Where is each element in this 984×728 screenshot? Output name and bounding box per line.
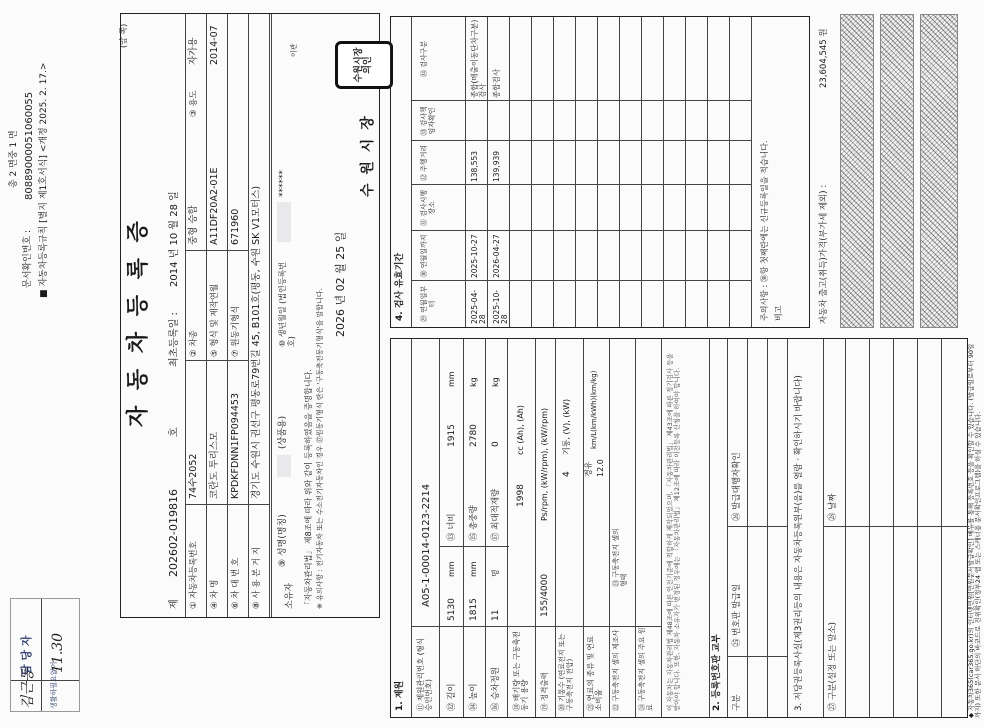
plate-title: 2. 등록번호판 교부 <box>712 634 722 711</box>
spec-label: ⑬ 너비 <box>447 513 457 541</box>
seal-text: 수원시장의인 <box>353 47 373 83</box>
owner-name-label: ⑨ 성명(명칭) <box>278 514 288 567</box>
doc-confirm-label: 문서확인번호 : <box>23 229 33 288</box>
spec-fine-print: 이 자동차는 자동차관리법 제48조에 따른 안전기준에 적합하게 제작되었으며, 「자동차관리법」 제43조에 따른 정기검사 등을 받아야 합니다. 또한, 자동차 소유자가 변경된 경우에는 「자동차관리법」 제12조에 따라 이전등록 신청을 하여야 합니다. <box>666 353 682 711</box>
col-rule <box>411 184 751 185</box>
approval-stamp <box>10 598 80 712</box>
spec-no-value: A05-1-00014-0123-2214 <box>421 483 432 607</box>
row-rule <box>507 339 508 717</box>
upper-field-value: 코란도 투리스모 <box>209 431 220 499</box>
spec-unit: mm <box>469 561 478 577</box>
owner-name-value: (상품용) <box>278 415 288 449</box>
certificate-upper <box>120 13 380 618</box>
row-rule <box>227 14 228 617</box>
battery-maker-label: ㉒ 구동축전지 셀의 제조사 <box>612 629 620 711</box>
edge-text: 이관 <box>290 43 298 57</box>
first-reg-value: 2014 년 10 월 28 일 <box>169 191 180 287</box>
disp-value: 1998 <box>516 484 526 507</box>
inspection-header: ㉜ 주행거리 <box>420 144 428 182</box>
inspection-header: ㉚ 연월일까지 <box>420 234 428 278</box>
col-rule <box>439 546 509 547</box>
fuel-value: 경유 <box>584 461 593 477</box>
cyl-label: ⑳ 기통수 (연료전지 또는 구동축전지 전압) <box>558 633 574 711</box>
inspection-cell: 2025-10-27 <box>470 234 479 278</box>
issuer-name: 수 원 시 장 <box>360 114 376 197</box>
owner-label: 소유자 <box>285 582 295 609</box>
power-value: 155/4000 <box>540 573 550 617</box>
doc-confirm-number: 80889000051060055 <box>24 91 35 200</box>
upper-field-label: ⑧ 사 용 본 거 지 <box>252 546 262 609</box>
footer-note: ◆ 자동차365(car365.go.kr)의 인터넷민원[민원문서발급확인] 메뉴를 통해 등록번호 등을 확인할 수 있습니다. (발급일로부터 90일까지) 또한 문서 하단의 바코드로 진위확인(정부24 앱 또는 스캐너용 문서확인프로그램)을 하실 수 있습니다. <box>967 343 983 718</box>
cert-no-value: 202602-019816 <box>167 489 180 577</box>
spec-label: ⑭ 높이 <box>469 683 479 711</box>
spec-title: 1. 제원 <box>395 680 405 711</box>
upper-field-label: ③ 용도 <box>189 90 199 117</box>
spec-unit: 명 <box>491 569 500 577</box>
upper-field-value: 671960 <box>230 208 241 245</box>
stamp-label-2: 생활하필요없어 <box>50 661 58 709</box>
disp-unit: cc (Ah), (Ah) <box>516 405 525 455</box>
barcode-strip-1 <box>840 14 874 328</box>
registration-date: 2026 년 02 월 25 일 <box>334 231 347 337</box>
inspection-caution: 주의사항 : ㉚항 첫째란에는 신규등록일을 적습니다. <box>760 140 769 321</box>
cert-no-label: 제 <box>169 599 180 609</box>
spec-label: ⑰ 최대적재량 <box>491 488 501 541</box>
upper-field-value: 74수2052 <box>188 453 199 499</box>
col-rule <box>411 230 751 231</box>
col-rule <box>185 250 248 251</box>
plate-col-agent: ㉖ 발급대행자확인 <box>732 452 742 521</box>
spec-label: ⑮ 총중량 <box>469 505 479 541</box>
inspection-header: ㉙ 연월일부터 <box>420 285 436 323</box>
mortgage-col-type: ㉗ 구분(설정 또는 말소) <box>828 622 838 711</box>
inspection-cell: 2025-04-28 <box>470 289 488 324</box>
cert-no-suffix: 호 <box>169 427 180 437</box>
inspection-header: ㉝ 검사책임자확인 <box>420 106 436 136</box>
row-rule <box>751 17 752 327</box>
battery-shape-label: ㉓ 구동축전지 셀의 형태 <box>612 528 628 587</box>
form-reference: ■ 자동차등록규칙 [별지 제1호서식] <개정 2025. 2. 17.> <box>39 62 49 298</box>
inspection-title: 4. 검사 유효기간 <box>395 252 405 321</box>
inspection-cell: 139,939 <box>492 150 501 182</box>
barcode-strip-3 <box>920 14 958 328</box>
power-label: ⑲ 정격출력 <box>540 672 549 711</box>
mortgage-col-date: ㉘ 날짜 <box>828 493 838 521</box>
plate-col-date: ㉕ 번호판 발급일 <box>732 583 742 647</box>
notice-text: ※ 유의사항 : 전기자동차 또는 수소전기자동차인 경우 ⑰원동기형식 란은 '구동축전동기형식'을 말합니다. <box>316 288 324 609</box>
spec-value: 0 <box>491 441 501 447</box>
upper-field-label: ② 차종 <box>189 330 199 357</box>
upper-field-label: ⑦ 원동기형식 <box>231 305 241 357</box>
inspection-cell: 종합검사 <box>492 69 501 98</box>
upper-field-value: KPDKFDNN1FP094453 <box>230 393 241 499</box>
col-rule <box>411 626 661 627</box>
inspection-header: ㉛ 검사시행장소 <box>420 189 436 227</box>
stamp-signature: 김근동 <box>20 668 36 709</box>
row-rule <box>269 14 270 617</box>
owner-id-redaction <box>277 202 291 242</box>
power-unit: Ps/rpm, (kW/rpm), (kW/rpm) <box>540 407 549 521</box>
upper-field-value: A11DF20A2-01E <box>209 167 220 245</box>
upper-field-label: ⑤ 형식 및 제작연월 <box>210 283 220 357</box>
spec-label: ⑯ 승차정원 <box>491 666 501 711</box>
owner-id-label: ⑩ 생년월일 (법인등록번호) <box>278 262 296 347</box>
col-rule <box>185 360 248 361</box>
owner-id-value: ****** <box>278 170 288 197</box>
certificate-title: 자 동 차 등 록 증 <box>126 217 151 427</box>
row-rule <box>485 339 486 717</box>
stamp-date: 11.30 <box>50 632 66 673</box>
stamp-label-1: 담 당 자 <box>20 635 33 675</box>
cyl-value: 4 <box>562 471 572 477</box>
fuel-label: ㉑ 연료의 종류 및 연료소비율 <box>586 636 604 711</box>
price-label: 자동차 출고(취득)가격(부가세 제외) : <box>819 184 829 324</box>
side-note: (앞 쪽) <box>119 23 128 48</box>
inspection-cell: 2026-04-27 <box>492 234 501 278</box>
spec-value: 5130 <box>447 598 457 621</box>
upper-field-value: 경기도 수원시 권선구 평동로79번길 45, B101호(평동, 수원 SK V1모터스) <box>251 185 262 499</box>
row-rule <box>206 14 207 617</box>
upper-field-label: ① 자동차등록번호 <box>189 541 199 609</box>
row-rule <box>248 14 249 617</box>
plate-col-type: 구분 <box>732 694 742 711</box>
owner-name-redaction <box>277 455 291 477</box>
first-reg-label: 최초등록일 : <box>169 312 180 367</box>
inspection-header: ㉞ 검사구분 <box>420 40 428 78</box>
col-rule <box>411 140 751 141</box>
spec-value: 1915 <box>447 424 457 447</box>
spec-value: 1815 <box>469 598 479 621</box>
spec-unit: kg <box>491 377 500 387</box>
inspection-cell: 138,553 <box>470 150 479 182</box>
disp-label: ⑱ 배기량 또는 구동축전동기 용량 <box>512 631 530 711</box>
upper-field-label: ④ 차 명 <box>210 579 220 609</box>
fuel-eff: 12.0 <box>596 459 605 477</box>
inspection-cell: 2025-10-28 <box>492 289 510 324</box>
mortgage-title: 3. 저당권등록사실(제3권리등의 내용은 자동차등록원부(을)를 열람 · 확인하시기 바랍니다) <box>794 375 804 711</box>
law-statement: 「자동차관리법」 제8조에 따라 위와 같이 등록하였음을 증명합니다. <box>304 369 313 609</box>
spec-no-label: ⑪ 제원관리번호 (형식승인번호) <box>416 637 434 711</box>
barcode-strip-2 <box>880 14 914 328</box>
inspection-section <box>390 16 810 328</box>
cyl-unit: 기통, (V), (kW) <box>562 398 571 455</box>
spec-unit: mm <box>447 371 456 387</box>
upper-field-value: 중형 승합 <box>188 205 199 245</box>
price-value: 23,604,545 원 <box>819 28 829 88</box>
spec-value: 2780 <box>469 424 479 447</box>
col-rule <box>411 100 751 101</box>
col-rule <box>411 280 751 281</box>
page-count: 총 2 면중 1 면 <box>9 130 19 188</box>
spec-value: 11 <box>491 609 501 621</box>
upper-field-value: 자가용 <box>188 37 199 65</box>
row-rule <box>463 339 464 717</box>
battery-material-label: ㉔ 구동축전지 셀의 주요 원료 <box>638 627 654 711</box>
spec-section <box>390 338 968 718</box>
official-seal <box>335 41 393 89</box>
fuel-unit: km/L(km/kWh)(km/kg) <box>590 370 598 449</box>
spec-label: ⑫ 길이 <box>447 683 457 711</box>
spec-unit: kg <box>469 377 478 387</box>
upper-field-value: 2014-07 <box>209 25 220 65</box>
upper-field-label: ⑥ 차 대 번 호 <box>231 557 241 609</box>
inspection-cell: 종합(매출이동단차구분)검사 <box>470 19 488 98</box>
col-rule <box>185 504 269 505</box>
inspection-remark: 비고 <box>774 305 783 321</box>
spec-unit: mm <box>447 561 456 577</box>
